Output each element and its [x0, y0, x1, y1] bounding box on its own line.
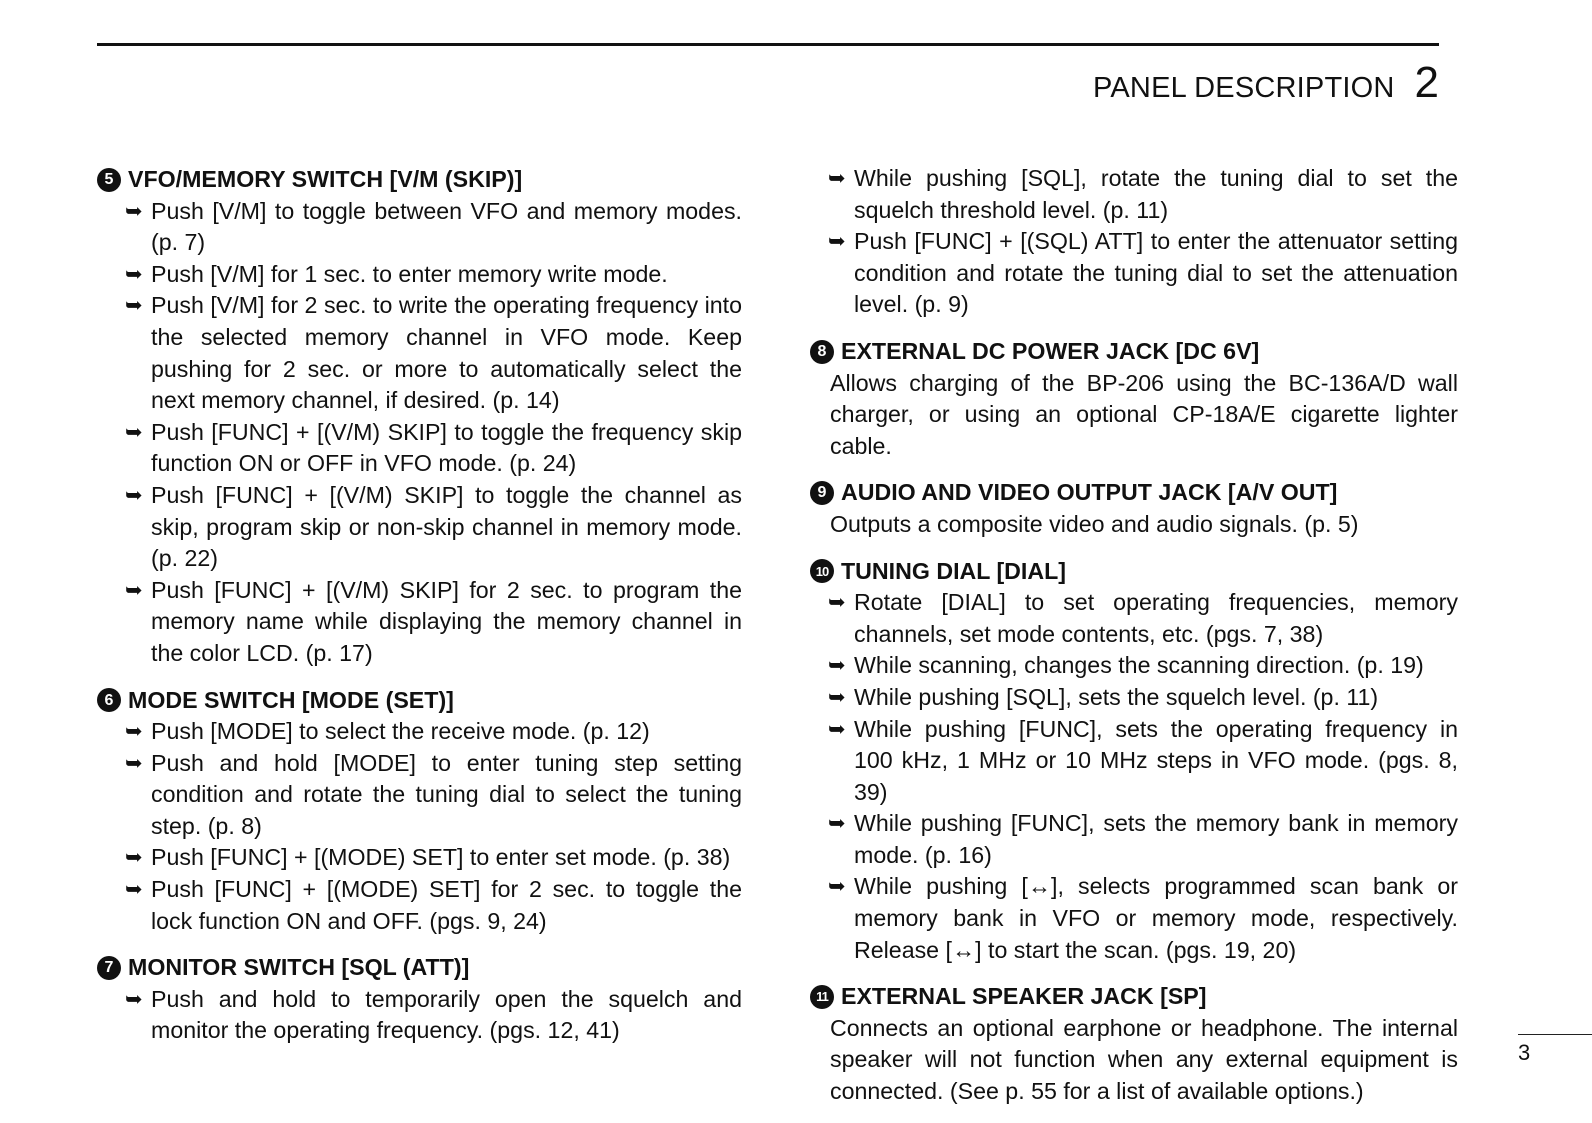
bullet-item — [810, 163, 1458, 226]
bullet-text: While pushing [↔], selects programmed scan bank or memory bank in VFO or memory mode, respectively. Release [↔] to start the scan. (pgs. 19, 20) — [854, 873, 1458, 963]
bullet-text: Push [FUNC] + [(MODE) SET] to enter set mode. (p. 38) — [151, 844, 731, 871]
bullet-item — [810, 714, 1458, 809]
chapter-number: 2 — [1414, 58, 1439, 107]
arrow-icon: ➥ — [125, 199, 143, 223]
bullet-text: While pushing [SQL], sets the squelch level. (p. 11) — [854, 683, 1379, 710]
section-body: Allows charging of the BP-206 using the BC-136A/D wall charger, or using an optional CP-18A/E cigarette lighter cable. — [830, 369, 1458, 459]
page-number: 3 — [1518, 1040, 1531, 1065]
bullet-text: While pushing [SQL], rotate the tuning dial to set the squelch threshold level. (p. 11) — [854, 165, 1458, 223]
number-bullet-icon: 9 — [810, 481, 834, 505]
arrow-icon: ➥ — [125, 751, 143, 775]
section-title: AUDIO AND VIDEO OUTPUT JACK [A/V OUT] — [841, 479, 1338, 506]
number-bullet-icon: 10 — [810, 559, 834, 583]
top-rule — [97, 43, 1439, 46]
section-title: VFO/MEMORY SWITCH [V/M (SKIP)] — [128, 166, 523, 192]
bullet-item — [97, 196, 742, 259]
arrow-icon: ➥ — [125, 720, 143, 744]
continued-items — [810, 163, 1458, 321]
bullet-item — [97, 480, 742, 575]
number-bullet-icon: 11 — [810, 985, 834, 1009]
bullet-text: Push [FUNC] + [(V/M) SKIP] to toggle the channel as skip, program skip or non-skip channel in memory mode. (p. 22) — [151, 481, 742, 572]
arrow-icon: ➥ — [828, 875, 846, 899]
section-body: Outputs a composite video and audio signals. (p. 5) — [830, 510, 1359, 537]
bullet-text: Push [MODE] to select the receive mode. (p. 12) — [151, 718, 650, 745]
number-bullet-icon: 7 — [97, 956, 121, 980]
bullet-text: Push and hold to temporarily open the squelch and monitor the operating frequency. (pgs. 12, 41) — [151, 985, 742, 1044]
section-title: TUNING DIAL [DIAL] — [841, 557, 1066, 584]
arrow-icon: ➥ — [125, 987, 143, 1011]
section-title: MODE SWITCH [MODE (SET)] — [128, 686, 454, 713]
number-bullet-icon: 6 — [97, 688, 121, 712]
section-heading — [810, 336, 1458, 368]
bullet-item — [810, 650, 1458, 682]
bullet-text: Push [FUNC] + [(V/M) SKIP] for 2 sec. to program the memory name while displaying the memory channel in the color LCD. (p. 17) — [151, 576, 742, 666]
arrow-icon: ➥ — [828, 717, 846, 741]
bullet-item — [97, 748, 742, 843]
arrow-icon: ➥ — [125, 262, 143, 286]
bullet-item — [97, 874, 742, 937]
arrow-icon: ➥ — [125, 294, 143, 318]
right-column — [810, 163, 1458, 1123]
section-5 — [97, 164, 742, 670]
arrow-icon: ➥ — [125, 420, 143, 444]
arrow-icon: ➥ — [828, 167, 846, 190]
page-header — [1093, 58, 1439, 108]
section-6 — [97, 685, 742, 938]
arrow-icon: ➥ — [125, 846, 143, 870]
arrow-icon: ➥ — [828, 685, 846, 709]
section-7 — [97, 952, 742, 1047]
bullet-text: Push [FUNC] + [(V/M) SKIP] to toggle the frequency skip function ON or OFF in VFO mode. (p. 24) — [151, 418, 742, 477]
section-heading — [97, 952, 742, 984]
section-heading — [810, 477, 1458, 509]
section-9 — [810, 477, 1458, 540]
bullet-text: While pushing [FUNC], sets the operating frequency in 100 kHz, 1 MHz or 10 MHz steps in VFO mode. (pgs. 8, 39) — [854, 715, 1458, 805]
arrow-icon: ➥ — [828, 230, 846, 254]
number-bullet-icon: 5 — [97, 168, 121, 192]
section-8 — [810, 336, 1458, 462]
bullet-item — [810, 226, 1458, 321]
bullet-text: Rotate [DIAL] to set operating frequencies, memory channels, set mode contents, etc. (pgs. 7, 38) — [854, 589, 1458, 647]
arrow-icon: ➥ — [125, 878, 143, 902]
header-title: PANEL DESCRIPTION — [1093, 72, 1395, 104]
bullet-text: Push [FUNC] + [(SQL) ATT] to enter the attenuator setting condition and rotate the tuning dial to set the attenuation level. (p. 9) — [854, 228, 1458, 318]
section-heading — [810, 981, 1458, 1013]
bullet-text: While scanning, changes the scanning direction. (p. 19) — [854, 652, 1424, 679]
arrow-icon: ➥ — [828, 591, 846, 615]
arrow-icon: ➥ — [828, 654, 846, 678]
bullet-item — [97, 842, 742, 874]
bullet-text: Push [V/M] to toggle between VFO and memory modes. (p. 7) — [151, 197, 742, 256]
arrow-icon: ➥ — [125, 483, 143, 507]
bullet-text: While pushing [FUNC], sets the memory bank in memory mode. (p. 16) — [854, 810, 1458, 868]
bullet-item — [97, 290, 742, 416]
number-bullet-icon: 8 — [810, 340, 834, 364]
bullet-item — [810, 808, 1458, 871]
bullet-item — [97, 716, 742, 748]
section-10 — [810, 556, 1458, 967]
bullet-item — [97, 575, 742, 670]
section-heading — [97, 164, 742, 196]
bullet-item — [810, 587, 1458, 650]
page-number-rule — [1518, 1034, 1592, 1035]
section-body: Connects an optional earphone or headphone. The internal speaker will not function when any external equipment is connected. (See p. 55 for a list of available options.) — [830, 1014, 1458, 1105]
bullet-item — [810, 682, 1458, 714]
bullet-item — [97, 984, 742, 1047]
arrow-icon: ➥ — [828, 812, 846, 836]
bullet-text: Push [V/M] for 2 sec. to write the operating frequency into the selected memory channel in VFO mode. Keep pushing for 2 sec. or more to automatically select the next memory channel, if desired. (p. 14) — [151, 292, 742, 414]
bullet-item — [97, 259, 742, 291]
section-title: EXTERNAL DC POWER JACK [DC 6V] — [841, 337, 1260, 364]
bullet-text: Push [FUNC] + [(MODE) SET] for 2 sec. to toggle the lock function ON and OFF. (pgs. 9, 24) — [151, 876, 742, 934]
section-11 — [810, 981, 1458, 1107]
bullet-text: Push and hold [MODE] to enter tuning step setting condition and rotate the tuning dial to select the tuning step. (p. 8) — [151, 749, 742, 839]
left-column — [97, 164, 742, 1062]
section-heading — [97, 685, 742, 717]
section-title: MONITOR SWITCH [SQL (ATT)] — [128, 954, 470, 981]
bullet-item — [810, 871, 1458, 966]
arrow-icon: ➥ — [125, 578, 143, 602]
bullet-item — [97, 417, 742, 480]
section-heading — [810, 556, 1458, 588]
bullet-text: Push [V/M] for 1 sec. to enter memory write mode. — [151, 260, 668, 287]
section-title: EXTERNAL SPEAKER JACK [SP] — [841, 983, 1207, 1010]
